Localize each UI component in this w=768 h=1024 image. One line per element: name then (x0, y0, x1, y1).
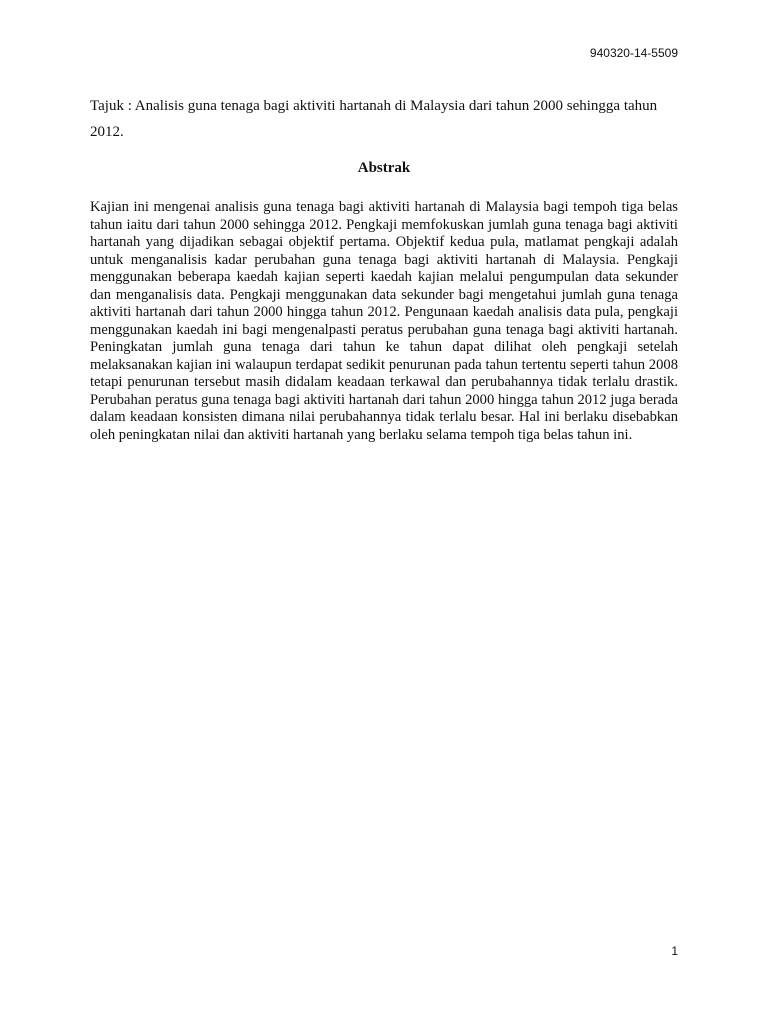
student-id-header: 940320-14-5509 (589, 46, 678, 60)
document-title: Tajuk : Analisis guna tenaga bagi aktiviti hartanah di Malaysia dari tahun 2000 sehingga tahun 2012. (90, 98, 658, 140)
abstract-heading: Abstrak (357, 160, 411, 176)
page-number: 1 (671, 944, 678, 958)
abstract-paragraph: Kajian ini mengenai analisis guna tenaga bagi aktiviti hartanah di Malaysia bagi tempoh tiga belas tahun iaitu dari tahun 2000 sehingga 2012. Pengkaji memfokuskan jumlah guna tenaga bagi aktiviti hartanah yang dijadikan sebagai objektif pertama. Objektif kedua pula, matlamat pengkaji adalah untuk menganalisis kadar perubahan guna tenaga bagi aktiviti hartanah di Malaysia. Pengkaji menggunakan beberapa kaedah kajian seperti kaedah kajian melalui pengumpulan data sekunder dan menganalisis data. Pengkaji menggunakan data sekunder bagi mengetahui jumlah guna tenaga aktiviti hartanah dari tahun 2000 hingga tahun 2012. Pengunaan kaedah analisis data pula, pengkaji menggunakan kaedah ini bagi mengenalpasti peratus perubahan guna tenaga bagi aktiviti hartanah. Peningkatan jumlah guna tenaga dari tahun ke tahun dapat dilihat oleh pengkaji setelah melaksanakan kajian ini walaupun terdapat sedikit penurunan pada tahun tertentu seperti tahun 2008 tetapi penurunan tersebut masih didalam keadaan terkawal dan perubahannya tidak terlalu drastik. Perubahan peratus guna tenaga bagi aktiviti hartanah dari tahun 2000 hingga tahun 2012 juga berada dalam keadaan konsisten dimana nilai perubahannya tidak terlalu besar. Hal ini berlaku disebabkan oleh peningkatan nilai dan aktiviti hartanah yang berlaku selama tempoh tiga belas tahun ini. (90, 199, 678, 443)
